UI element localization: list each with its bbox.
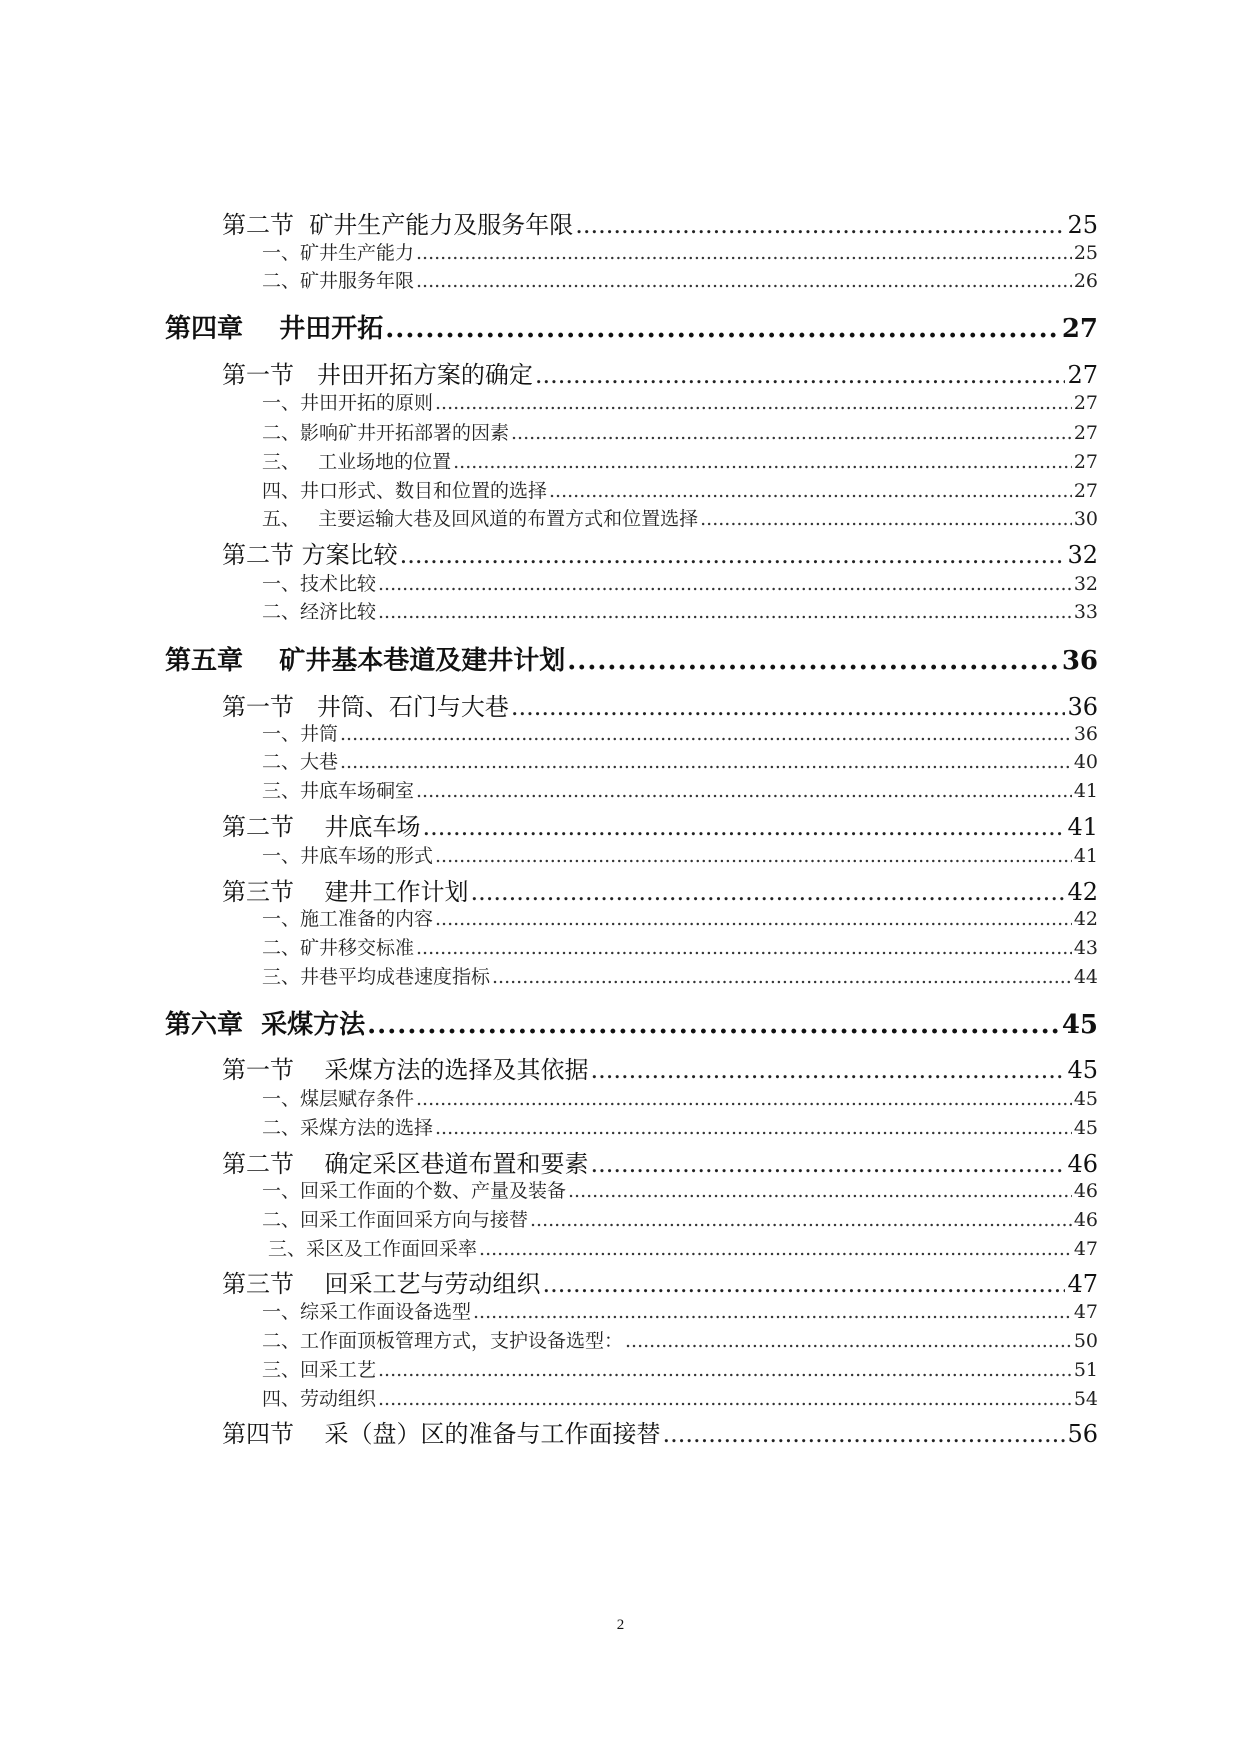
page-number: 2 [616, 1617, 625, 1633]
toc-entry-page-number: 42 [1073, 908, 1098, 930]
dot-leader [340, 723, 1072, 745]
toc-entry-page-number: 45 [1073, 1088, 1098, 1110]
dot-leader [492, 966, 1072, 988]
dot-leader [378, 1388, 1072, 1410]
toc-entry-title: 一、技术比较 [262, 573, 377, 595]
toc-entry-title: 一、施工准备的内容 [262, 908, 434, 930]
toc-entry-page-number: 41 [1067, 813, 1098, 841]
dot-leader [575, 211, 1065, 239]
toc-entry-page-number: 47 [1073, 1301, 1098, 1323]
dot-leader [543, 1270, 1066, 1298]
toc-entry-page-number: 27 [1073, 480, 1098, 502]
dot-leader [435, 1117, 1072, 1139]
toc-entry-title: 第四节 采（盘）区的准备与工作面接替 [222, 1420, 661, 1448]
dot-leader [416, 780, 1072, 802]
toc-entry-item[interactable] [262, 238, 1098, 265]
toc-entry-section[interactable] [222, 807, 1098, 842]
toc-entry-page-number: 42 [1067, 878, 1098, 906]
toc-entry-item[interactable] [262, 776, 1098, 803]
toc-entry-item[interactable] [262, 476, 1098, 503]
toc-entry-page-number: 46 [1067, 1150, 1098, 1178]
toc-entry-page-number: 27 [1061, 314, 1098, 344]
dot-leader [400, 541, 1066, 569]
toc-entry-page-number: 30 [1073, 508, 1098, 530]
toc-entry-page-number: 32 [1067, 541, 1098, 569]
toc-entry-item[interactable] [262, 1297, 1098, 1324]
toc-entry-title: 第一节 井田开拓方案的确定 [222, 361, 533, 389]
toc-entry-page-number: 27 [1073, 451, 1098, 473]
toc-entry-title: 第二节 矿井生产能力及服务年限 [222, 211, 574, 239]
toc-entry-section[interactable] [222, 687, 1098, 722]
toc-entry-page-number: 45 [1073, 1117, 1098, 1139]
dot-leader [591, 1150, 1066, 1178]
toc-entry-item[interactable] [262, 933, 1098, 960]
toc-entry-section[interactable] [222, 205, 1098, 240]
toc-entry-chapter[interactable] [165, 640, 1098, 677]
toc-entry-page-number: 50 [1073, 1330, 1098, 1352]
toc-entry-page-number: 43 [1073, 937, 1098, 959]
toc-entry-item[interactable] [262, 1355, 1098, 1382]
toc-entry-page-number: 45 [1061, 1010, 1098, 1040]
toc-entry-title: 第三节 建井工作计划 [222, 878, 469, 906]
toc-entry-page-number: 32 [1073, 573, 1098, 595]
toc-entry-title: 四、井口形式、数目和位置的选择 [262, 480, 548, 502]
toc-entry-title: 二、大巷 [262, 751, 339, 773]
toc-entry-item[interactable] [262, 266, 1098, 293]
dot-leader [378, 601, 1072, 623]
toc-entry-section[interactable] [222, 1264, 1098, 1299]
toc-entry-title: 二、矿井服务年限 [262, 270, 415, 292]
dot-leader [625, 1330, 1072, 1352]
toc-entry-item[interactable] [262, 447, 1098, 474]
toc-entry-chapter[interactable] [165, 1004, 1098, 1041]
toc-entry-item[interactable] [262, 841, 1098, 868]
toc-entry-page-number: 41 [1073, 780, 1098, 802]
toc-entry-title: 二、经济比较 [262, 601, 377, 623]
toc-entry-title: 第一节 井筒、石门与大巷 [222, 693, 509, 721]
toc-entry-item[interactable] [262, 1234, 1098, 1261]
toc-entry-title: 第一节 采煤方法的选择及其依据 [222, 1056, 589, 1084]
dot-leader [416, 242, 1072, 264]
toc-entry-title: 一、井田开拓的原则 [262, 392, 434, 414]
toc-entry-item[interactable] [262, 1084, 1098, 1111]
toc-entry-title: 二、采煤方法的选择 [262, 1117, 434, 1139]
toc-entry-page-number: 46 [1073, 1209, 1098, 1231]
dot-leader [549, 480, 1072, 502]
toc-entry-title: 一、煤层赋存条件 [262, 1088, 415, 1110]
toc-entry-title: 第六章 采煤方法 [165, 1010, 366, 1040]
toc-entry-title: 第二节 确定采区巷道布置和要素 [222, 1150, 589, 1178]
dot-leader [453, 451, 1072, 473]
toc-entry-page-number: 51 [1073, 1359, 1098, 1381]
dot-leader [423, 813, 1066, 841]
toc-entry-section[interactable] [222, 872, 1098, 907]
toc-entry-item[interactable] [262, 962, 1098, 989]
toc-entry-page-number: 33 [1073, 601, 1098, 623]
toc-entry-title: 三、井底车场硐室 [262, 780, 415, 802]
toc-entry-title: 三、采区及工作面回采率 [262, 1238, 478, 1260]
dot-leader [700, 508, 1072, 530]
toc-entry-section[interactable] [222, 1050, 1098, 1085]
toc-entry-title: 三、回采工艺 [262, 1359, 377, 1381]
dot-leader [663, 1420, 1066, 1448]
toc-entry-page-number: 44 [1073, 966, 1098, 988]
toc-entry-item[interactable] [262, 597, 1098, 624]
toc-entry-item[interactable] [262, 504, 1098, 531]
dot-leader [591, 1056, 1066, 1084]
toc-entry-section[interactable] [222, 355, 1098, 390]
toc-entry-item[interactable] [262, 747, 1098, 774]
toc-entry-page-number: 25 [1073, 242, 1098, 264]
toc-entry-item[interactable] [262, 719, 1098, 746]
toc-entry-title: 第二节 方案比较 [222, 541, 398, 569]
toc-entry-item[interactable] [262, 1176, 1098, 1203]
dot-leader [367, 1010, 1060, 1040]
toc-entry-title: 一、矿井生产能力 [262, 242, 415, 264]
toc-entry-title: 二、工作面顶板管理方式，支护设备选型： [262, 1330, 624, 1352]
toc-entry-title: 二、影响矿井开拓部署的因素 [262, 422, 510, 444]
toc-entry-item[interactable] [262, 1205, 1098, 1232]
toc-entry-title: 三、井巷平均成巷速度指标 [262, 966, 491, 988]
toc-entry-title: 一、回采工作面的个数、产量及装备 [262, 1180, 567, 1202]
toc-entry-page-number: 41 [1073, 845, 1098, 867]
dot-leader [416, 937, 1072, 959]
dot-leader [435, 908, 1072, 930]
dot-leader [471, 878, 1066, 906]
dot-leader [340, 751, 1072, 773]
toc-entry-page-number: 36 [1067, 693, 1098, 721]
dot-leader [567, 646, 1060, 676]
dot-leader [435, 845, 1072, 867]
toc-entry-title: 第二节 井底车场 [222, 813, 421, 841]
toc-entry-title: 一、综采工作面设备选型 [262, 1301, 472, 1323]
toc-entry-title: 第三节 回采工艺与劳动组织 [222, 1270, 541, 1298]
toc-entry-page-number: 27 [1067, 361, 1098, 389]
toc-entry-item[interactable] [262, 1326, 1098, 1353]
toc-entry-title: 三、 工业场地的位置 [262, 451, 452, 473]
dot-leader [416, 1088, 1072, 1110]
toc-entry-page-number: 46 [1073, 1180, 1098, 1202]
dot-leader [511, 693, 1066, 721]
toc-entry-item[interactable] [262, 388, 1098, 415]
toc-entry-title: 五、 主要运输大巷及回风道的布置方式和位置选择 [262, 508, 699, 530]
dot-leader [479, 1238, 1072, 1260]
dot-leader [416, 270, 1072, 292]
toc-entry-section[interactable] [222, 1414, 1098, 1449]
toc-entry-title: 二、矿井移交标准 [262, 937, 415, 959]
dot-leader [385, 314, 1060, 344]
toc-entry-page-number: 27 [1073, 422, 1098, 444]
toc-entry-item[interactable] [262, 1113, 1098, 1140]
toc-entry-title: 第五章 矿井基本巷道及建井计划 [165, 646, 566, 676]
dot-leader [535, 361, 1066, 389]
toc-entry-title: 四、劳动组织 [262, 1388, 377, 1410]
toc-entry-page-number: 56 [1067, 1420, 1098, 1448]
toc-entry-title: 一、井底车场的形式 [262, 845, 434, 867]
toc-entry-page-number: 36 [1061, 646, 1098, 676]
dot-leader [568, 1180, 1072, 1202]
toc-entry-item[interactable] [262, 418, 1098, 445]
toc-entry-page-number: 26 [1073, 270, 1098, 292]
toc-entry-title: 一、井筒 [262, 723, 339, 745]
toc-entry-section[interactable] [222, 535, 1098, 570]
toc-entry-page-number: 36 [1073, 723, 1098, 745]
toc-entry-title: 第四章 井田开拓 [165, 314, 384, 344]
toc-entry-title: 二、回采工作面回采方向与接替 [262, 1209, 529, 1231]
toc-entry-page-number: 47 [1073, 1238, 1098, 1260]
toc-entry-page-number: 54 [1073, 1388, 1098, 1410]
dot-leader [530, 1209, 1072, 1231]
toc-entry-page-number: 45 [1067, 1056, 1098, 1084]
toc-entry-page-number: 47 [1067, 1270, 1098, 1298]
dot-leader [378, 1359, 1072, 1381]
toc-entry-page-number: 25 [1067, 211, 1098, 239]
dot-leader [435, 392, 1072, 414]
toc-entry-item[interactable] [262, 904, 1098, 931]
toc-entry-section[interactable] [222, 1144, 1098, 1179]
toc-entry-item[interactable] [262, 569, 1098, 596]
dot-leader [511, 422, 1072, 444]
dot-leader [473, 1301, 1072, 1323]
toc-entry-item[interactable] [262, 1384, 1098, 1411]
toc-entry-chapter[interactable] [165, 308, 1098, 345]
toc-entry-page-number: 27 [1073, 392, 1098, 414]
dot-leader [378, 573, 1072, 595]
toc-entry-page-number: 40 [1073, 751, 1098, 773]
